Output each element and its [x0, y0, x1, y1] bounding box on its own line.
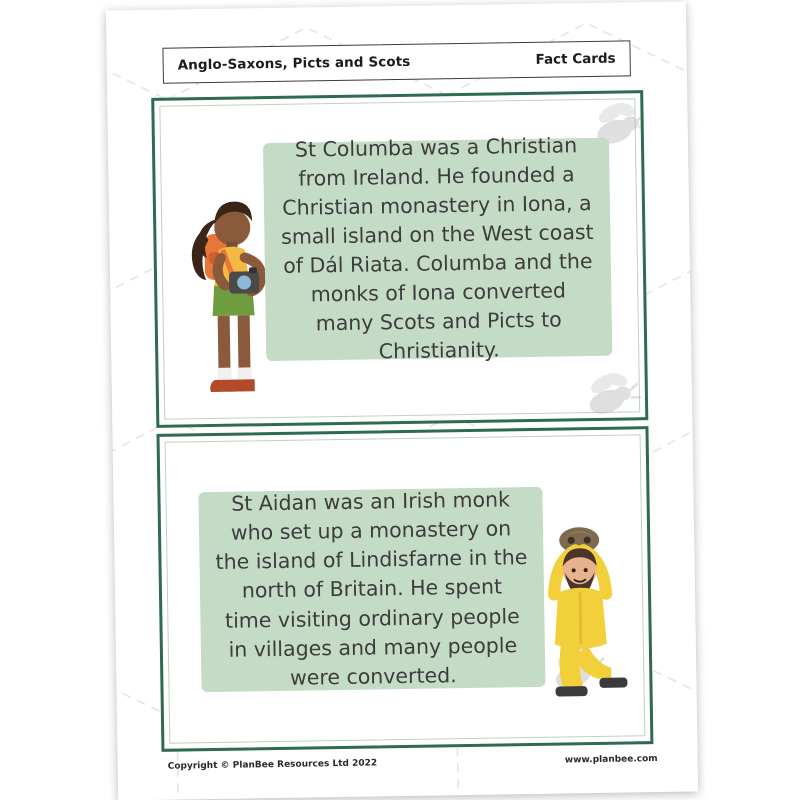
document-footer	[168, 754, 658, 772]
website-link[interactable]: www.planbee.com	[564, 754, 658, 766]
worksheet-sheet	[106, 1, 698, 800]
header-right-label: Fact Cards	[535, 50, 616, 68]
bee-doodle-icon	[577, 367, 648, 424]
fact-card-2-text: St Aidan was an Irish monk who set up a monastery on the island of Lindisfarne in the north of Britain. He spent time visiting ordinary people in villages and many people were converted.	[198, 487, 545, 692]
document-header	[162, 40, 631, 83]
copyright-text: Copyright © PlanBee Resources Ltd 2022	[167, 758, 378, 772]
page-title: Anglo-Saxons, Picts and Scots	[177, 53, 411, 74]
fact-card-2	[156, 426, 653, 752]
fact-card-1	[151, 90, 648, 428]
fact-card-1-text: St Columba was a Christian from Ireland. He founded a Christian monastery in Iona, a small island on the West coast of Dál Riata. Columba and the monks of Iona converted many Scots and Picts to Christianity.	[263, 138, 612, 361]
